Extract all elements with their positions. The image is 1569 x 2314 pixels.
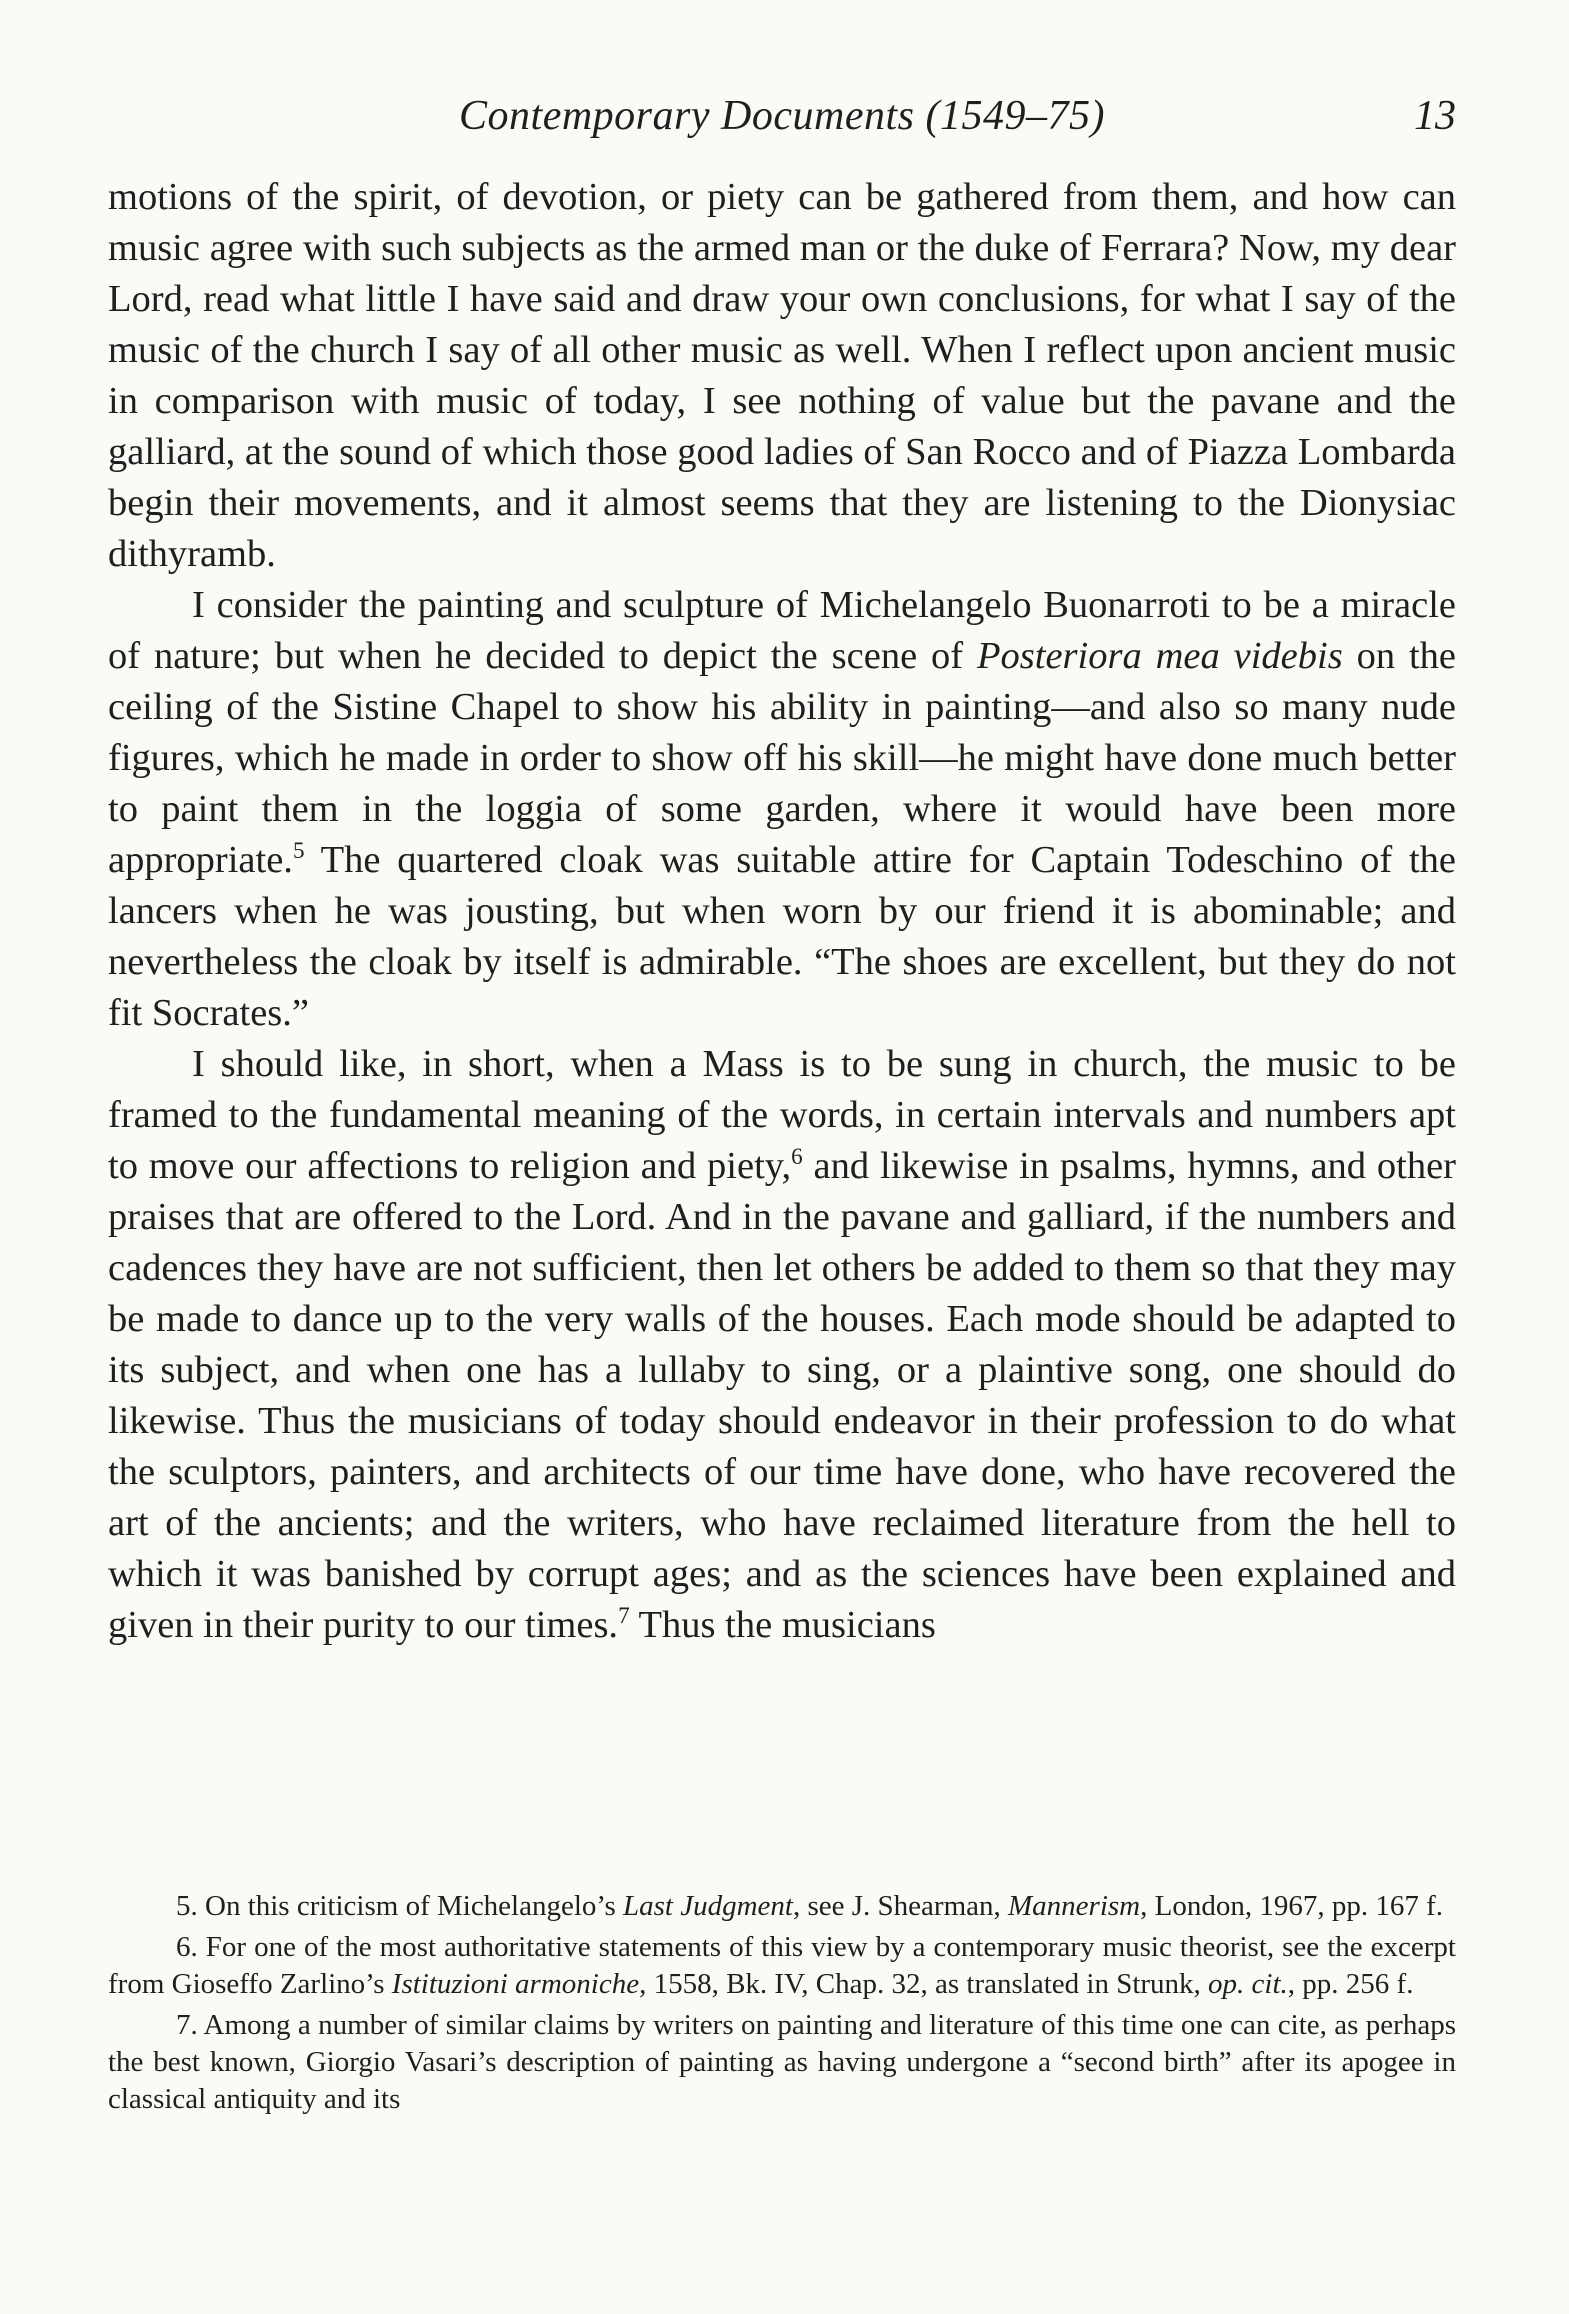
footnote-6-italic-1: Istituzioni armoniche — [391, 1968, 640, 2000]
body-text — [108, 172, 1456, 1651]
paragraph-3-text-c: Thus the musicians — [629, 1604, 936, 1646]
footnote-6-italic-2: op. cit. — [1208, 1968, 1288, 2000]
paragraph-2-italic: Posteriora mea videbis — [977, 635, 1343, 677]
footnote-5-text-c: , London, 1967, pp. 167 f. — [1140, 1890, 1443, 1922]
footnote-ref-6: 6 — [791, 1143, 803, 1170]
footnote-6 — [108, 1929, 1456, 2003]
page-number: 13 — [1414, 93, 1456, 139]
paragraph-1: motions of the spirit, of devotion, or piety can be gathered from them, and how can music agree with such subjects as the armed man or the duke of Ferrara? Now, my dear Lord, read what little I have said and draw your own conclusions, for what I say of the music of the church I say of all other music as well. When I reflect upon ancient music in comparison with music of today, I see nothing of value but the pavane and the galliard, at the sound of which those good ladies of San Rocco and of Piazza Lombarda begin their movements, and it almost seems that they are listening to the Dionysiac dithyramb. — [108, 176, 1456, 575]
paragraph-3 — [108, 1039, 1456, 1651]
footnote-5-italic-2: Mannerism — [1008, 1890, 1141, 1922]
footnotes — [108, 1888, 1456, 2122]
paragraph-2-text-b: on the ceiling of the Sistine Chapel to show his ability in painting—and also so many nude figures, which he made in order to show off his skill—he might have done much better to paint them in the loggia of some garden, where it would have been more appropriate. — [108, 635, 1457, 881]
footnote-ref-7: 7 — [618, 1602, 630, 1629]
paragraph-2 — [108, 580, 1456, 1039]
footnote-7: 7. Among a number of similar claims by writers on painting and literature of this time one can cite, as perhaps the best known, Giorgio Vasari’s description of painting as having undergone a “second birth” after its apogee in classical antiquity and its — [108, 2009, 1456, 2115]
running-title: Contemporary Documents (1549–75) — [459, 93, 1105, 139]
footnote-ref-5: 5 — [292, 837, 305, 864]
paragraph-2-text-a: I consider the painting and sculpture of Michelangelo Buonarroti to be a miracle of nature; but when he decided to depict the scene of — [108, 584, 1456, 677]
paragraph-3-text-a: I should like, in short, when a Mass is to be sung in church, the music to be framed to the fundamental meaning of the words, in certain intervals and numbers apt to move our affections to religion and piety, — [108, 1043, 1456, 1187]
footnote-6-text-c: , pp. 256 f. — [1287, 1968, 1414, 2000]
running-header — [108, 92, 1456, 152]
footnote-6-text-b: , 1558, Bk. IV, Chap. 32, as translated in Strunk, — [639, 1968, 1209, 2000]
footnote-5-italic-1: Last Judgment — [623, 1890, 793, 1922]
paragraph-3-text-b: and likewise in psalms, hymns, and other praises that are offered to the Lord. And in the pavane and galliard, if the numbers and cadences they have are not sufficient, then let others be added to them so that they may be made to dance up to the very walls of the houses. Each mode should be adapted to its subject, and when one has a lullaby to sing, or a plaintive song, one should do likewise. Thus the musicians of today should endeavor in their profession to do what the sculptors, painters, and architects of our time have done, who have recovered the art of the ancients; and the writers, who have reclaimed literature from the hell to which it was banished by corrupt ages; and as the sciences have been explained and given in their purity to our times. — [108, 1145, 1457, 1646]
footnote-5-text-a: 5. On this criticism of Michelangelo’s — [176, 1890, 624, 1922]
footnote-5-text-b: , see J. Shearman, — [792, 1890, 1009, 1922]
footnote-6-text-a: 6. For one of the most authoritative statements of this view by a contemporary music theorist, see the excerpt from Gioseffo Zarlino’s — [108, 1931, 1456, 2000]
paragraph-2-text-c: The quartered cloak was suitable attire for Captain Todeschino of the lancers when he was jousting, but when worn by our friend it is abominable; and nevertheless the cloak by itself is admirable. “The shoes are excellent, but they do not fit Socrates.” — [108, 839, 1456, 1034]
footnote-5 — [108, 1888, 1456, 1925]
